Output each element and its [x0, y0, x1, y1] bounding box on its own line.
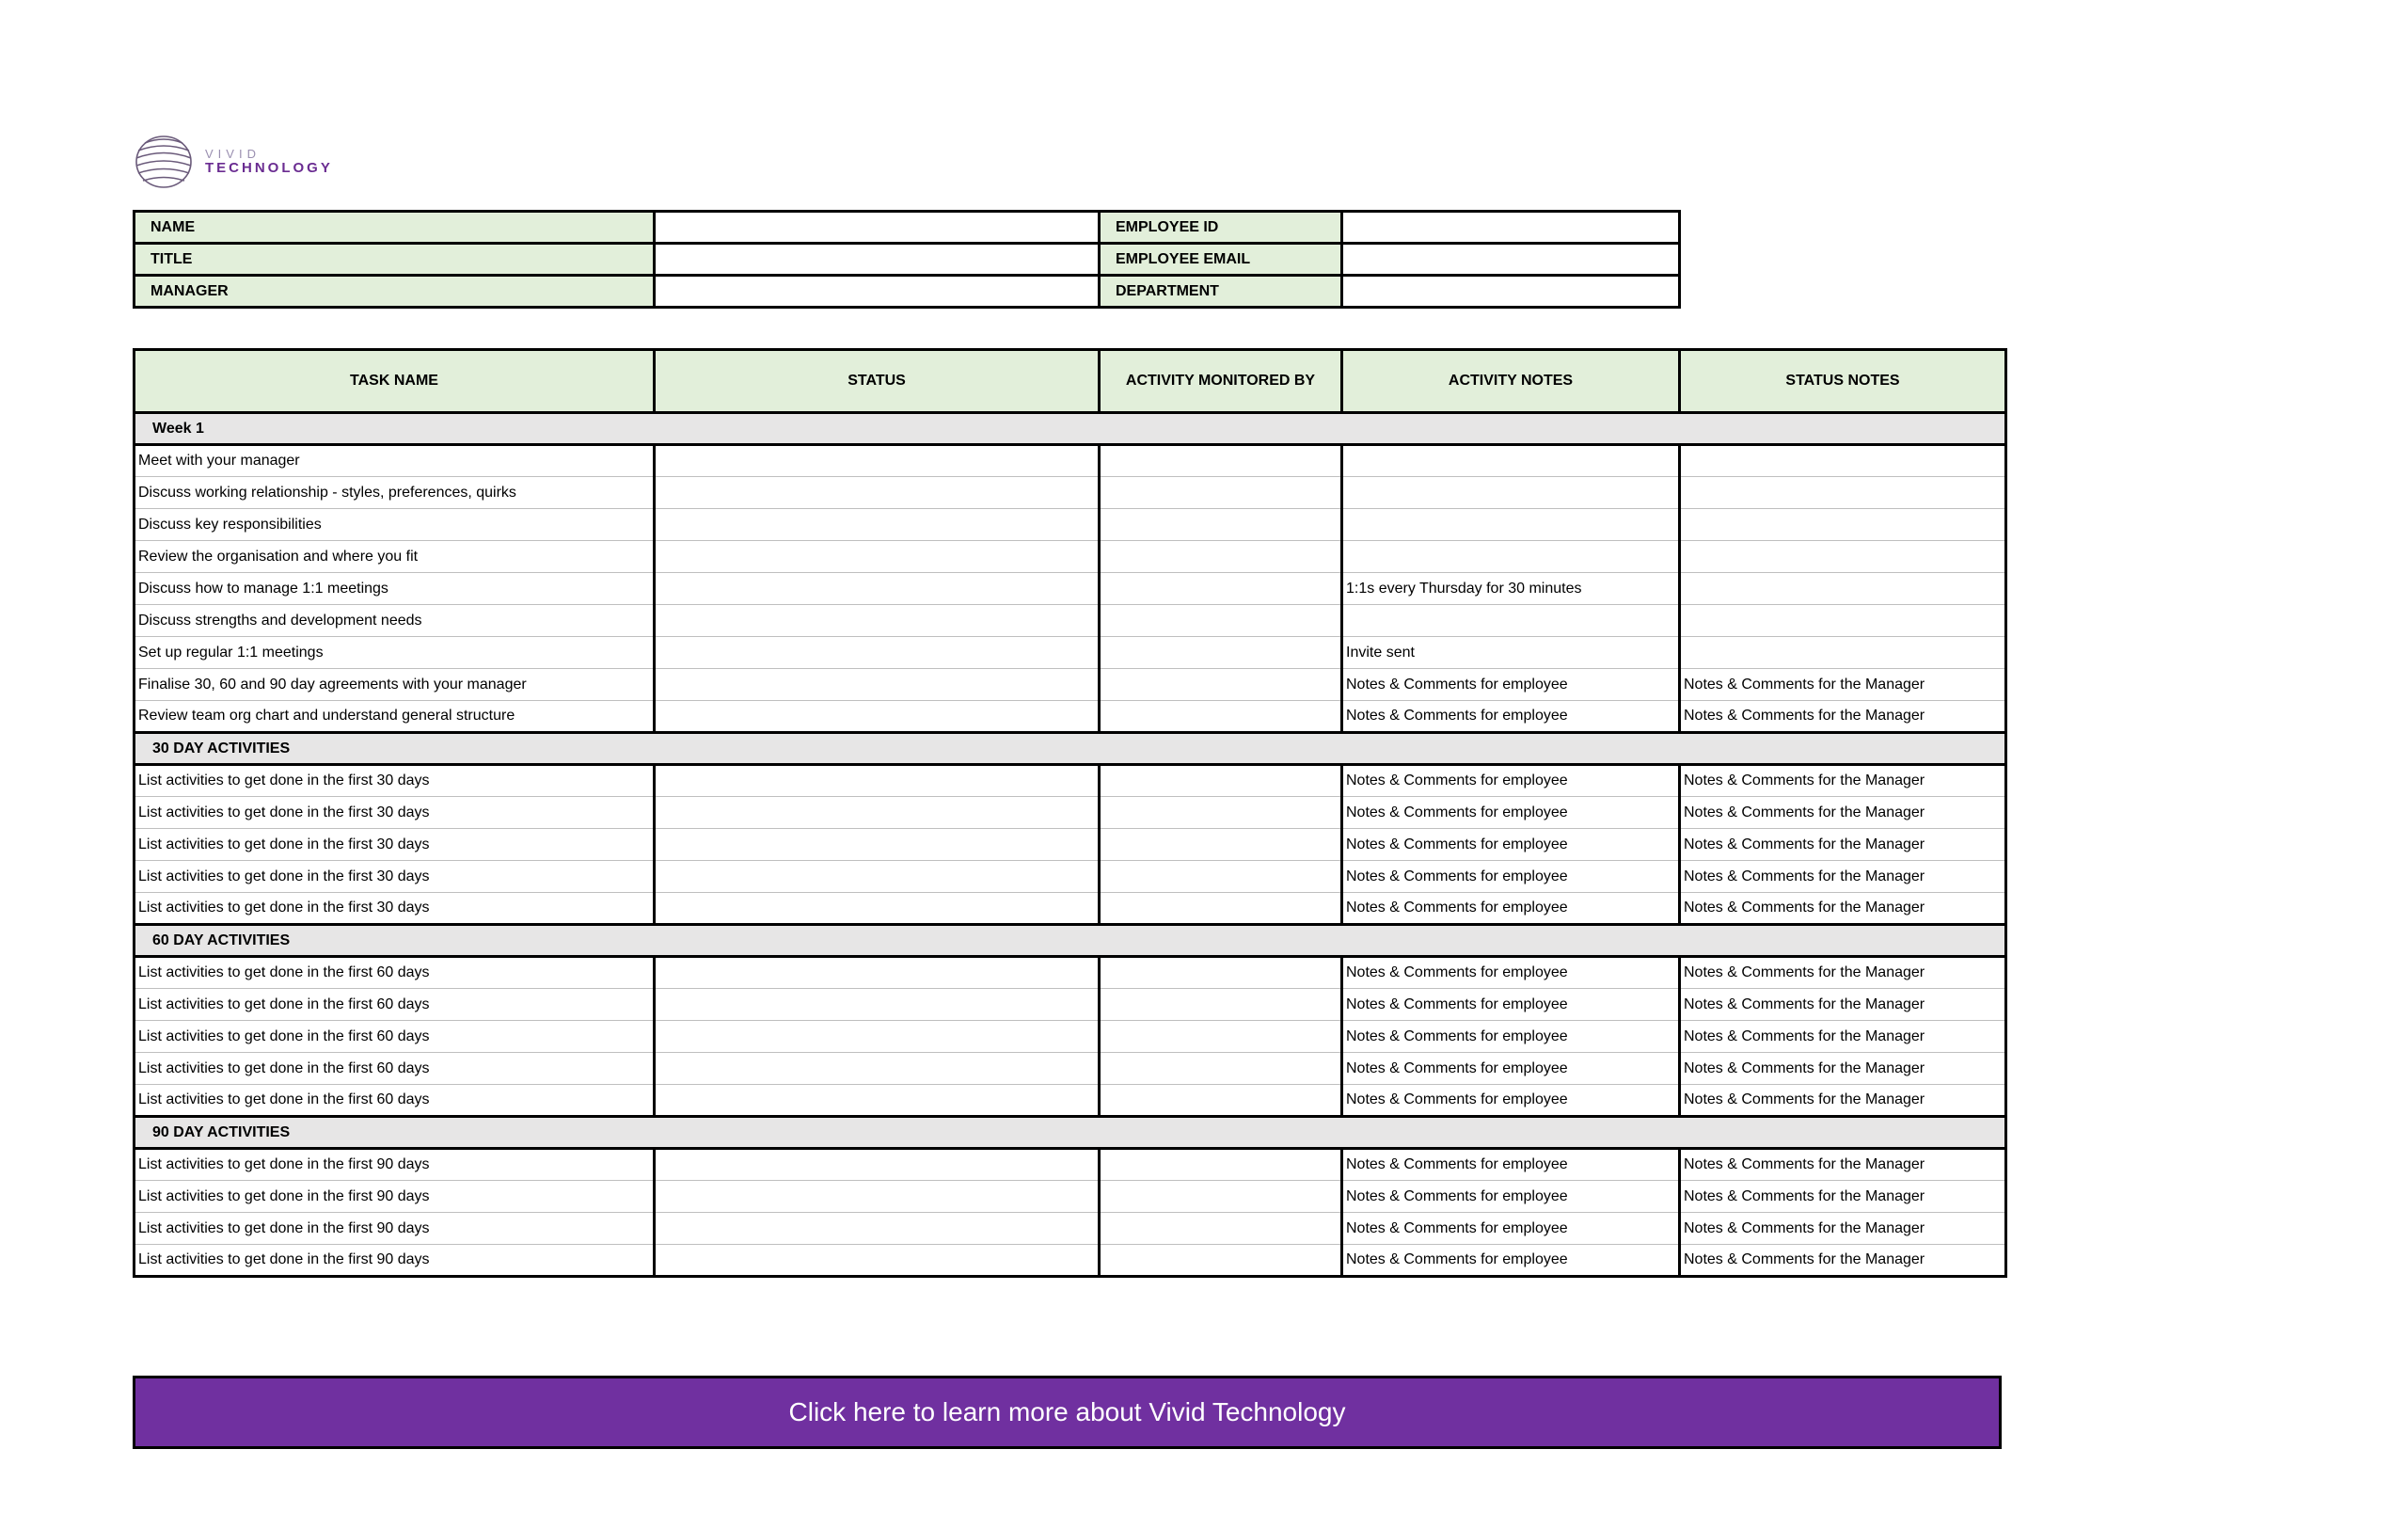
activity-notes-cell[interactable]: Notes & Comments for employee — [1342, 989, 1680, 1021]
status-cell[interactable] — [655, 637, 1100, 669]
monitored-by-cell[interactable] — [1100, 957, 1342, 989]
status-notes-cell[interactable]: Notes & Comments for the Manager — [1680, 1053, 2006, 1085]
department-field[interactable] — [1342, 276, 1680, 308]
activity-notes-cell[interactable]: Notes & Comments for employee — [1342, 1021, 1680, 1053]
status-notes-cell[interactable]: Notes & Comments for the Manager — [1680, 829, 2006, 861]
activity-notes-cell[interactable]: Notes & Comments for employee — [1342, 701, 1680, 733]
status-notes-cell[interactable] — [1680, 477, 2006, 509]
table-row — [135, 893, 2006, 925]
status-cell[interactable] — [655, 477, 1100, 509]
status-notes-cell[interactable]: Notes & Comments for the Manager — [1680, 1085, 2006, 1117]
status-cell[interactable] — [655, 605, 1100, 637]
section-title: 60 DAY ACTIVITIES — [135, 925, 2006, 957]
status-cell[interactable] — [655, 1085, 1100, 1117]
onboarding-task-table — [133, 348, 2007, 1278]
section-title: Week 1 — [135, 413, 2006, 445]
status-cell[interactable] — [655, 1149, 1100, 1181]
task-name-cell[interactable]: List activities to get done in the first 30 days — [135, 765, 655, 797]
status-notes-cell[interactable]: Notes & Comments for the Manager — [1680, 797, 2006, 829]
task-name-cell[interactable]: List activities to get done in the first 90 days — [135, 1181, 655, 1213]
monitored-by-cell[interactable] — [1100, 509, 1342, 541]
monitored-by-cell[interactable] — [1100, 1181, 1342, 1213]
status-cell[interactable] — [655, 573, 1100, 605]
monitored-by-cell[interactable] — [1100, 1149, 1342, 1181]
table-row — [135, 1085, 2006, 1117]
status-notes-cell[interactable]: Notes & Comments for the Manager — [1680, 861, 2006, 893]
monitored-by-cell[interactable] — [1100, 989, 1342, 1021]
status-cell[interactable] — [655, 669, 1100, 701]
logo-text-line2: TECHNOLOGY — [205, 159, 333, 176]
task-name-cell[interactable]: Review the organisation and where you fit — [135, 541, 655, 573]
task-name-cell[interactable]: List activities to get done in the first 90 days — [135, 1149, 655, 1181]
table-row — [135, 861, 2006, 893]
status-notes-cell[interactable] — [1680, 541, 2006, 573]
status-cell[interactable] — [655, 797, 1100, 829]
monitored-by-cell[interactable] — [1100, 1021, 1342, 1053]
status-notes-cell[interactable] — [1680, 445, 2006, 477]
table-row — [135, 1181, 2006, 1213]
status-notes-cell[interactable]: Notes & Comments for the Manager — [1680, 701, 2006, 733]
table-row — [135, 797, 2006, 829]
table-row — [135, 765, 2006, 797]
activity-notes-cell[interactable]: Notes & Comments for employee — [1342, 669, 1680, 701]
task-name-cell[interactable]: List activities to get done in the first 90 days — [135, 1245, 655, 1277]
monitored-by-cell[interactable] — [1100, 829, 1342, 861]
monitored-by-cell[interactable] — [1100, 477, 1342, 509]
status-cell[interactable] — [655, 445, 1100, 477]
info-row — [135, 276, 1680, 308]
monitored-by-cell[interactable] — [1100, 861, 1342, 893]
monitored-by-cell[interactable] — [1100, 765, 1342, 797]
activity-notes-cell[interactable]: Notes & Comments for employee — [1342, 765, 1680, 797]
activity-notes-cell[interactable]: Invite sent — [1342, 637, 1680, 669]
table-row — [135, 1213, 2006, 1245]
task-name-cell[interactable]: List activities to get done in the first 60 days — [135, 1021, 655, 1053]
status-notes-cell[interactable]: Notes & Comments for the Manager — [1680, 1021, 2006, 1053]
task-name-cell[interactable]: Discuss key responsibilities — [135, 509, 655, 541]
employee-email-field[interactable] — [1342, 244, 1680, 276]
activity-notes-cell[interactable] — [1342, 509, 1680, 541]
task-table-body — [135, 413, 2006, 1277]
monitored-by-cell[interactable] — [1100, 445, 1342, 477]
status-notes-cell[interactable]: Notes & Comments for the Manager — [1680, 989, 2006, 1021]
table-row — [135, 957, 2006, 989]
monitored-by-cell[interactable] — [1100, 605, 1342, 637]
task-name-cell[interactable]: Discuss working relationship - styles, preferences, quirks — [135, 477, 655, 509]
activity-notes-cell[interactable] — [1342, 541, 1680, 573]
task-name-cell[interactable]: Discuss how to manage 1:1 meetings — [135, 573, 655, 605]
status-cell[interactable] — [655, 893, 1100, 925]
status-cell[interactable] — [655, 541, 1100, 573]
department-label: DEPARTMENT — [1100, 276, 1342, 308]
column-header-status: STATUS — [655, 350, 1100, 413]
status-notes-cell[interactable] — [1680, 637, 2006, 669]
monitored-by-cell[interactable] — [1100, 637, 1342, 669]
activity-notes-cell[interactable]: Notes & Comments for employee — [1342, 893, 1680, 925]
status-notes-cell[interactable] — [1680, 605, 2006, 637]
status-cell[interactable] — [655, 701, 1100, 733]
title-field[interactable] — [655, 244, 1100, 276]
table-row — [135, 445, 2006, 477]
monitored-by-cell[interactable] — [1100, 797, 1342, 829]
task-name-cell[interactable]: List activities to get done in the first 30 days — [135, 797, 655, 829]
task-name-cell[interactable]: Finalise 30, 60 and 90 day agreements with your manager — [135, 669, 655, 701]
status-cell[interactable] — [655, 509, 1100, 541]
section-header-row — [135, 1117, 2006, 1149]
status-cell[interactable] — [655, 1181, 1100, 1213]
table-row — [135, 509, 2006, 541]
company-logo — [134, 134, 333, 190]
employee-id-field[interactable] — [1342, 212, 1680, 244]
table-row — [135, 573, 2006, 605]
activity-notes-cell[interactable]: Notes & Comments for employee — [1342, 829, 1680, 861]
title-label: TITLE — [135, 244, 655, 276]
status-cell[interactable] — [655, 829, 1100, 861]
section-header-row — [135, 925, 2006, 957]
table-row — [135, 605, 2006, 637]
activity-notes-cell[interactable]: Notes & Comments for employee — [1342, 1245, 1680, 1277]
employee-info-table — [133, 210, 1681, 309]
table-row — [135, 829, 2006, 861]
table-row — [135, 477, 2006, 509]
task-name-cell[interactable]: Meet with your manager — [135, 445, 655, 477]
task-name-cell[interactable]: List activities to get done in the first 60 days — [135, 1085, 655, 1117]
monitored-by-cell[interactable] — [1100, 1053, 1342, 1085]
activity-notes-cell[interactable]: Notes & Comments for employee — [1342, 1085, 1680, 1117]
activity-notes-cell[interactable]: Notes & Comments for employee — [1342, 797, 1680, 829]
table-row — [135, 1245, 2006, 1277]
activity-notes-cell[interactable]: Notes & Comments for employee — [1342, 1053, 1680, 1085]
section-header-row — [135, 413, 2006, 445]
manager-field[interactable] — [655, 276, 1100, 308]
column-header-activity-notes: ACTIVITY NOTES — [1342, 350, 1680, 413]
status-cell[interactable] — [655, 957, 1100, 989]
task-name-cell[interactable]: List activities to get done in the first 60 days — [135, 957, 655, 989]
status-cell[interactable] — [655, 765, 1100, 797]
task-name-cell[interactable]: List activities to get done in the first 60 days — [135, 1053, 655, 1085]
monitored-by-cell[interactable] — [1100, 541, 1342, 573]
logo-text-line1: VIVID — [205, 147, 261, 162]
status-notes-cell[interactable] — [1680, 573, 2006, 605]
table-row — [135, 989, 2006, 1021]
activity-notes-cell[interactable]: Notes & Comments for employee — [1342, 957, 1680, 989]
column-header-status-notes: STATUS NOTES — [1680, 350, 2006, 413]
activity-notes-cell[interactable]: Notes & Comments for employee — [1342, 1149, 1680, 1181]
employee-id-label: EMPLOYEE ID — [1100, 212, 1342, 244]
section-header-row — [135, 733, 2006, 765]
activity-notes-cell[interactable]: 1:1s every Thursday for 30 minutes — [1342, 573, 1680, 605]
status-cell[interactable] — [655, 989, 1100, 1021]
info-row — [135, 212, 1680, 244]
monitored-by-cell[interactable] — [1100, 1245, 1342, 1277]
activity-notes-cell[interactable]: Notes & Comments for employee — [1342, 1181, 1680, 1213]
name-label: NAME — [135, 212, 655, 244]
status-notes-cell[interactable]: Notes & Comments for the Manager — [1680, 893, 2006, 925]
monitored-by-cell[interactable] — [1100, 893, 1342, 925]
task-name-cell[interactable]: Discuss strengths and development needs — [135, 605, 655, 637]
monitored-by-cell[interactable] — [1100, 669, 1342, 701]
status-cell[interactable] — [655, 1213, 1100, 1245]
activity-notes-cell[interactable]: Notes & Comments for employee — [1342, 1213, 1680, 1245]
monitored-by-cell[interactable] — [1100, 1213, 1342, 1245]
activity-notes-cell[interactable] — [1342, 477, 1680, 509]
status-notes-cell[interactable]: Notes & Comments for the Manager — [1680, 1149, 2006, 1181]
name-field[interactable] — [655, 212, 1100, 244]
table-row — [135, 701, 2006, 733]
task-name-cell[interactable]: List activities to get done in the first 90 days — [135, 1213, 655, 1245]
status-cell[interactable] — [655, 861, 1100, 893]
table-header-row — [135, 350, 2006, 413]
section-title: 30 DAY ACTIVITIES — [135, 733, 2006, 765]
status-notes-cell[interactable]: Notes & Comments for the Manager — [1680, 957, 2006, 989]
learn-more-button[interactable]: Click here to learn more about Vivid Technology — [133, 1376, 2002, 1449]
activity-notes-cell[interactable]: Notes & Comments for employee — [1342, 861, 1680, 893]
task-name-cell[interactable]: Set up regular 1:1 meetings — [135, 637, 655, 669]
table-row — [135, 669, 2006, 701]
table-row — [135, 1149, 2006, 1181]
task-name-cell[interactable]: List activities to get done in the first 30 days — [135, 893, 655, 925]
employee-email-label: EMPLOYEE EMAIL — [1100, 244, 1342, 276]
status-cell[interactable] — [655, 1021, 1100, 1053]
status-notes-cell[interactable]: Notes & Comments for the Manager — [1680, 1213, 2006, 1245]
manager-label: MANAGER — [135, 276, 655, 308]
status-notes-cell[interactable]: Notes & Comments for the Manager — [1680, 765, 2006, 797]
status-notes-cell[interactable]: Notes & Comments for the Manager — [1680, 1245, 2006, 1277]
task-name-cell[interactable]: List activities to get done in the first 30 days — [135, 861, 655, 893]
status-cell[interactable] — [655, 1053, 1100, 1085]
globe-icon — [134, 134, 194, 190]
table-row — [135, 1021, 2006, 1053]
info-row — [135, 244, 1680, 276]
activity-notes-cell[interactable] — [1342, 445, 1680, 477]
column-header-activity-monitored-by: ACTIVITY MONITORED BY — [1100, 350, 1342, 413]
table-row — [135, 637, 2006, 669]
task-name-cell[interactable]: Review team org chart and understand general structure — [135, 701, 655, 733]
monitored-by-cell[interactable] — [1100, 573, 1342, 605]
task-name-cell[interactable]: List activities to get done in the first 30 days — [135, 829, 655, 861]
table-row — [135, 1053, 2006, 1085]
activity-notes-cell[interactable] — [1342, 605, 1680, 637]
column-header-task-name: TASK NAME — [135, 350, 655, 413]
status-notes-cell[interactable]: Notes & Comments for the Manager — [1680, 1181, 2006, 1213]
monitored-by-cell[interactable] — [1100, 701, 1342, 733]
task-name-cell[interactable]: List activities to get done in the first 60 days — [135, 989, 655, 1021]
monitored-by-cell[interactable] — [1100, 1085, 1342, 1117]
section-title: 90 DAY ACTIVITIES — [135, 1117, 2006, 1149]
status-notes-cell[interactable] — [1680, 509, 2006, 541]
status-cell[interactable] — [655, 1245, 1100, 1277]
status-notes-cell[interactable]: Notes & Comments for the Manager — [1680, 669, 2006, 701]
table-row — [135, 541, 2006, 573]
